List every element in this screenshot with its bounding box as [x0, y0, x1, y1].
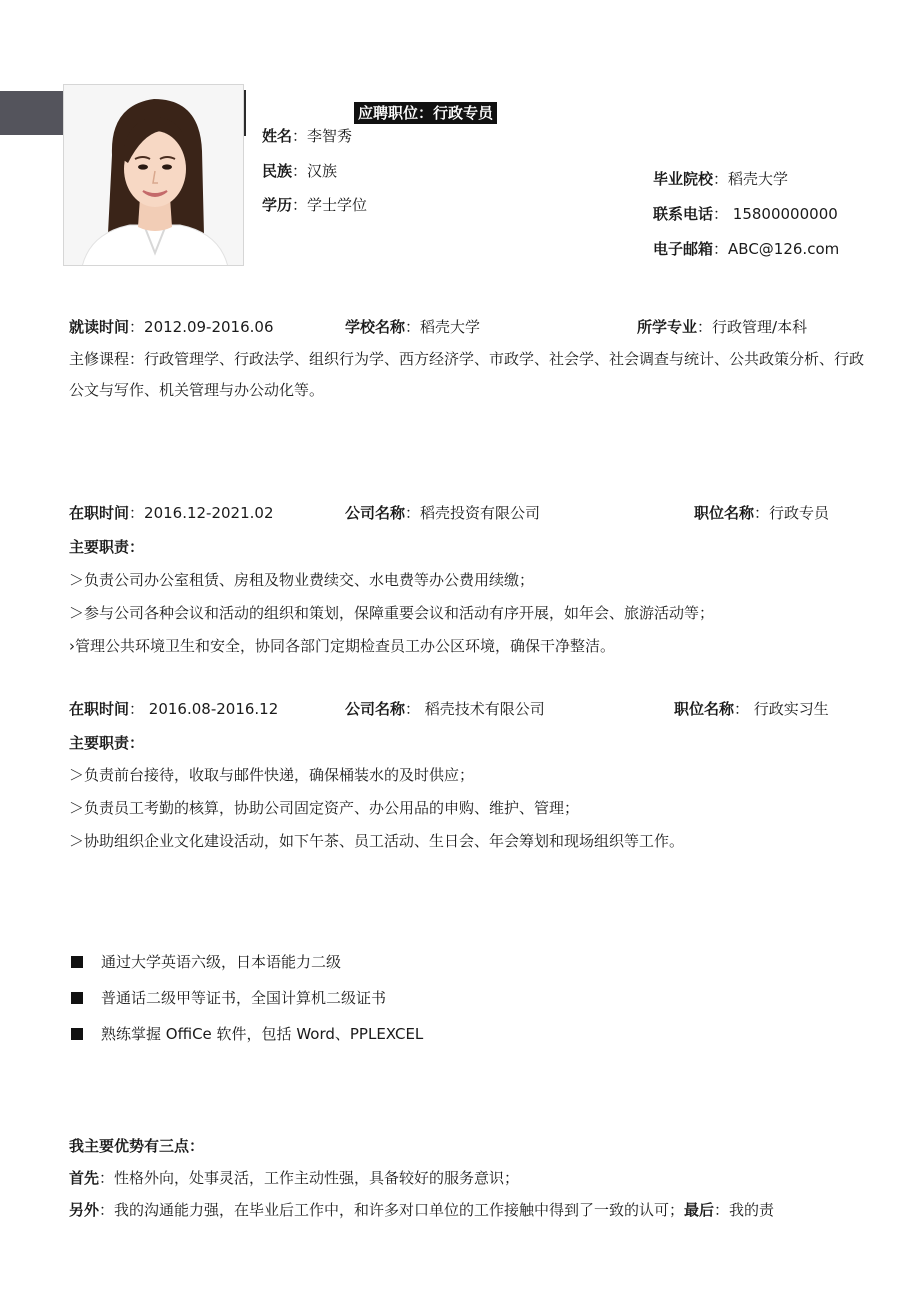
edu-period-value: 2012.09-2016.06	[144, 318, 274, 336]
square-bullet-icon	[71, 1028, 83, 1040]
phone-label: 联系电话	[653, 205, 714, 223]
self-eval-second-text: ：我的沟通能力强，在毕业后工作中，和许多对口单位的工作接触中得到了一致的认可；	[99, 1201, 685, 1219]
edu-major-value: 行政管理/本科	[712, 318, 808, 336]
header-accent-bar	[0, 91, 64, 135]
skill-text: 熟练掌握 OffiCe 软件，包括 Word、PPLEXCEL	[101, 1025, 424, 1043]
degree-value: 学士学位	[307, 196, 368, 214]
info-school: 毕业院校：稻壳大学	[653, 170, 789, 188]
edu-courses: 主修课程：行政管理学、行政法学、组织行为学、西方经济学、市政学、社会学、社会调查与统计、公共政策分析、行政公文与写作、机关管理与办公动化等。	[69, 350, 865, 399]
position-title: 应聘职位：行政专员	[354, 102, 497, 124]
self-eval-first	[69, 1168, 519, 1188]
job2-company: 公司名称： 稻壳技术有限公司	[345, 700, 545, 718]
photo-frame-edge	[244, 90, 246, 136]
degree-label: 学历	[262, 196, 293, 214]
job1-period: 在职时间：2016.12-2021.02	[69, 504, 274, 522]
edu-period-label: 就读时间	[69, 318, 130, 336]
info-degree: 学历：学士学位	[262, 196, 368, 214]
portrait-image	[64, 85, 244, 266]
edu-period: 就读时间：2012.09-2016.06	[69, 318, 274, 336]
phone-value: 15800000000	[732, 205, 838, 223]
job1-company: 公司名称：稻壳投资有限公司	[345, 504, 541, 522]
self-eval-second-label: 另外	[69, 1201, 100, 1219]
ethnicity-label: 民族	[262, 162, 293, 180]
job2-title-value: 行政实习生	[753, 700, 829, 718]
self-eval-first-text: ：性格外向，处事灵活，工作主动性强，具备较好的服务意识；	[99, 1169, 520, 1187]
edu-school-value: 稻壳大学	[420, 318, 481, 336]
job2-period: 在职时间： 2016.08-2016.12	[69, 700, 279, 718]
job1-duty-item: ＞负责公司办公室租赁、房租及物业费续交、水电费等办公费用续缴；	[69, 571, 535, 589]
skill-text: 通过大学英语六级，日本语能力二级	[101, 953, 342, 971]
job1-company-label: 公司名称	[345, 504, 406, 522]
job2-period-label: 在职时间	[69, 700, 130, 718]
job2-title-label: 职位名称	[674, 700, 735, 718]
info-email: 电子邮箱：ABC@126.com	[653, 240, 840, 258]
job2-duties-label: 主要职责：	[69, 734, 145, 752]
job1-title-value: 行政专员	[769, 504, 830, 522]
job2-period-value: 2016.08-2016.12	[148, 700, 279, 718]
job1-duty-item: ＞参与公司各种会议和活动的组织和策划，保障重要会议和活动有序开展，如年会、旅游活动等；	[69, 604, 715, 622]
name-label: 姓名	[262, 127, 293, 145]
school-label: 毕业院校	[653, 170, 714, 188]
job1-duties-label: 主要职责：	[69, 538, 145, 556]
skill-item	[71, 988, 386, 1008]
job2-company-label: 公司名称	[345, 700, 406, 718]
info-phone: 联系电话： 15800000000	[653, 205, 838, 223]
self-eval-second	[69, 1200, 774, 1220]
self-eval-third-label: 最后	[684, 1201, 715, 1219]
job1-period-value: 2016.12-2021.02	[144, 504, 274, 522]
ethnicity-value: 汉族	[307, 162, 338, 180]
square-bullet-icon	[71, 992, 83, 1004]
self-eval-heading: 我主要优势有三点：	[69, 1137, 205, 1155]
edu-courses-label: 主修课程	[69, 350, 130, 368]
edu-school-label: 学校名称	[345, 318, 406, 336]
job1-title-label: 职位名称	[694, 504, 755, 522]
square-bullet-icon	[71, 956, 83, 968]
self-eval-first-label: 首先	[69, 1169, 100, 1187]
job1-period-label: 在职时间	[69, 504, 130, 522]
job2-duty-item: ＞负责员工考勤的核算，协助公司固定资产、办公用品的申购、维护、管理；	[69, 799, 580, 817]
school-value: 稻壳大学	[728, 170, 789, 188]
name-value: 李智秀	[307, 127, 353, 145]
job1-duty-item: ›管理公共环境卫生和安全，协同各部门定期检查员工办公区环境，确保干净整洁。	[69, 637, 616, 655]
edu-courses-value: 行政管理学、行政法学、组织行为学、西方经济学、市政学、社会学、社会调查与统计、公共政策分析、行政公文与写作、机关管理与办公动化等。	[69, 350, 865, 399]
info-name: 姓名：李智秀	[262, 127, 353, 145]
job2-company-value: 稻壳技术有限公司	[424, 700, 545, 718]
job1-company-value: 稻壳投资有限公司	[420, 504, 541, 522]
job2-title: 职位名称： 行政实习生	[674, 700, 829, 718]
edu-major-label: 所学专业	[637, 318, 698, 336]
job1-title: 职位名称：行政专员	[694, 504, 830, 522]
job2-duty-item: ＞负责前台接待，收取与邮件快递，确保桶装水的及时供应；	[69, 766, 475, 784]
skill-text: 普通话二级甲等证书，全国计算机二级证书	[101, 989, 387, 1007]
profile-photo	[63, 84, 244, 266]
skill-item	[71, 952, 341, 972]
edu-major: 所学专业：行政管理/本科	[637, 318, 808, 336]
self-eval-third-text: ：我的责	[714, 1201, 775, 1219]
skill-item	[71, 1024, 423, 1044]
info-ethnicity: 民族：汉族	[262, 162, 338, 180]
email-label: 电子邮箱	[653, 240, 714, 258]
job2-duty-item: ＞协助组织企业文化建设活动，如下午茶、员工活动、生日会、年会筹划和现场组织等工作。	[69, 832, 685, 850]
email-value: ABC@126.com	[728, 240, 840, 258]
edu-school: 学校名称：稻壳大学	[345, 318, 481, 336]
